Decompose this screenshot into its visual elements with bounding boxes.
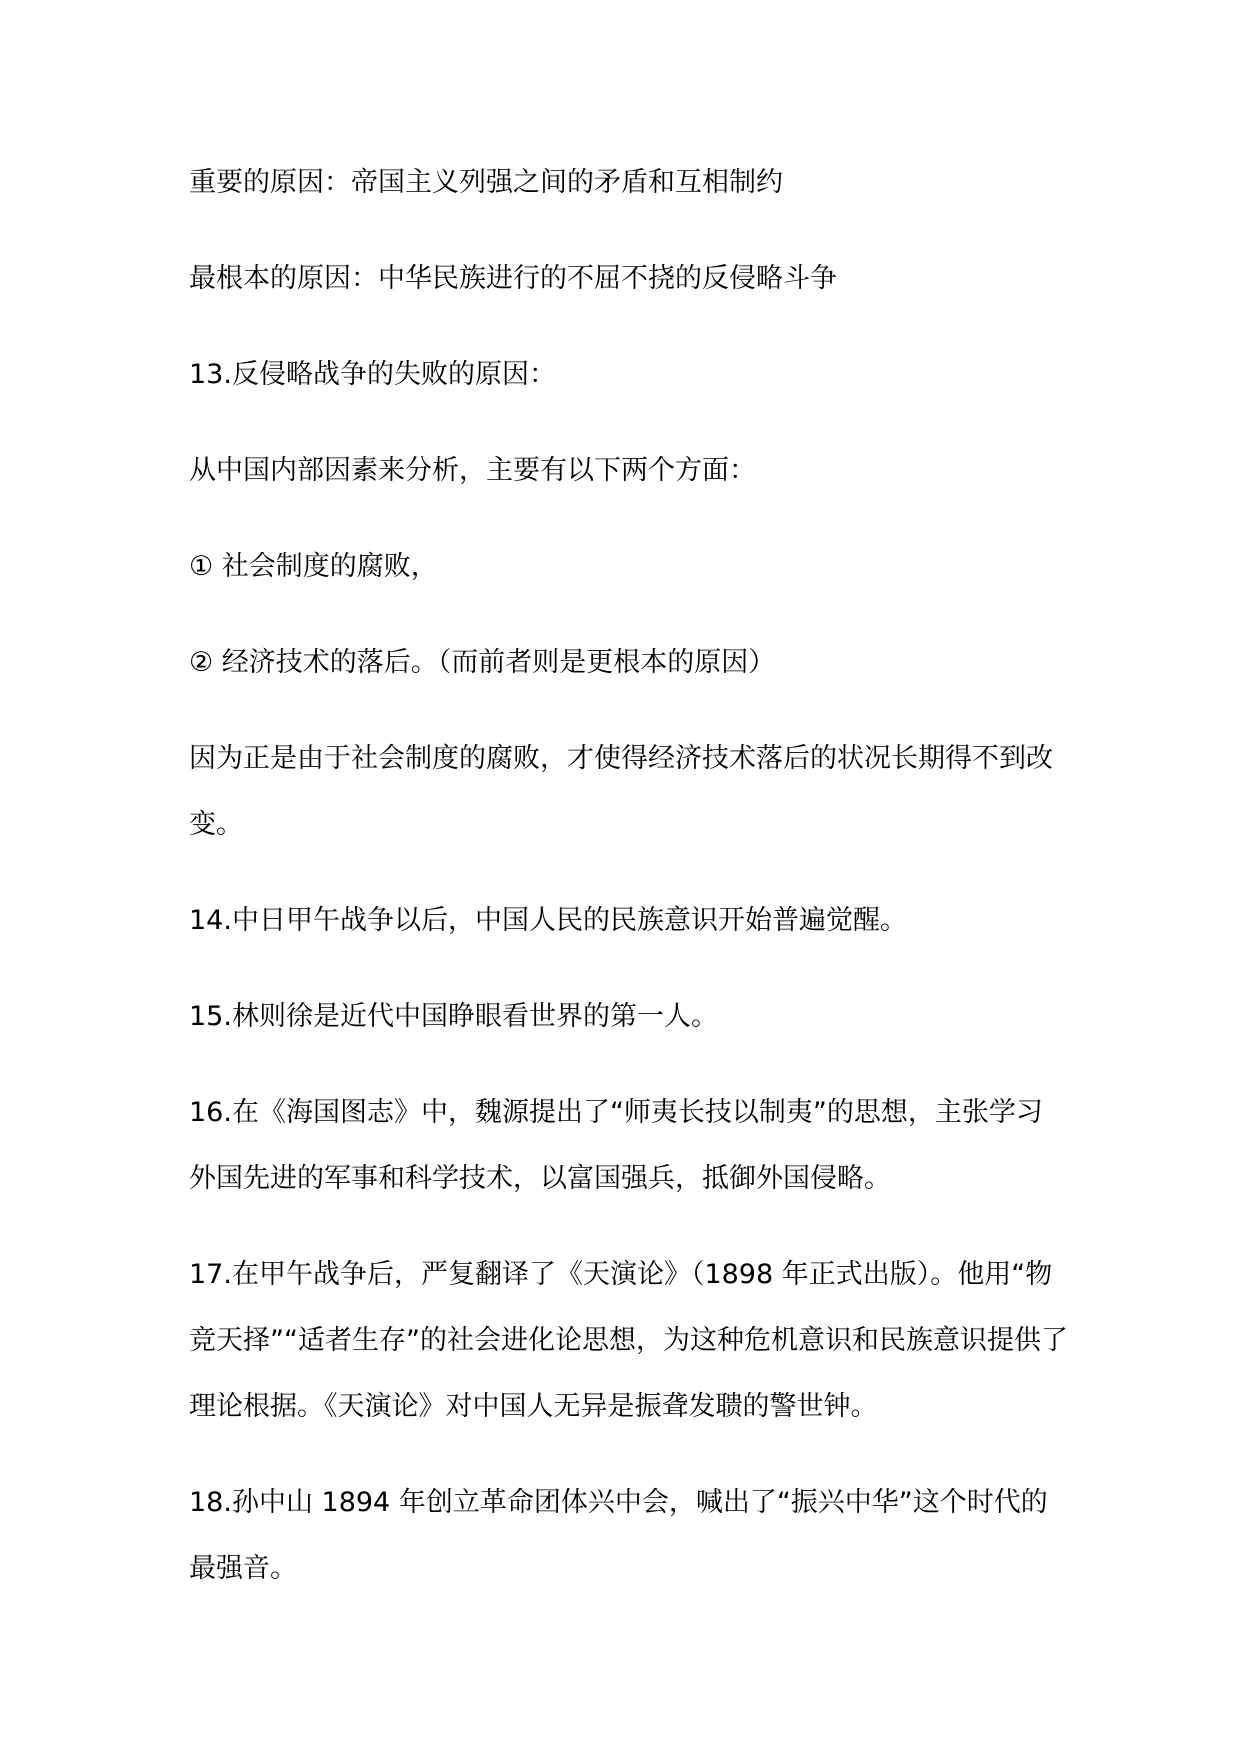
paragraph-item-13: 13.反侵略战争的失败的原因： xyxy=(189,359,556,390)
document-body xyxy=(189,150,1069,1602)
paragraph-important-reason: 重要的原因：帝国主义列强之间的矛盾和互相制约 xyxy=(189,167,783,198)
paragraph-item-18: 18.孙中山 1894 年创立革命团体兴中会，喊出了“振兴中华”这个时代的最强音。 xyxy=(189,1487,1048,1584)
paragraph-item-16: 16.在《海国图志》中，魏源提出了“师夷长技以制夷”的思想，主张学习外国先进的军事和科学技术，以富国强兵，抵御外国侵略。 xyxy=(189,1097,1043,1194)
paragraph-explanation: 因为正是由于社会制度的腐败，才使得经济技术落后的状况长期得不到改变。 xyxy=(189,743,1053,840)
paragraph-fundamental-reason: 最根本的原因：中华民族进行的不屈不挠的反侵略斗争 xyxy=(189,263,837,294)
paragraph-factor-1: ① 社会制度的腐败， xyxy=(189,551,438,582)
paragraph-item-14: 14.中日甲午战争以后，中国人民的民族意识开始普遍觉醒。 xyxy=(189,905,907,936)
paragraph-internal-factors: 从中国内部因素来分析，主要有以下两个方面： xyxy=(189,455,756,486)
paragraph-item-15: 15.林则徐是近代中国睁眼看世界的第一人。 xyxy=(189,1001,718,1032)
paragraph-item-17: 17.在甲午战争后，严复翻译了《天演论》（1898 年正式出版）。他用“物竞天择”“适者生存”的社会进化论思想，为这种危机意识和民族意识提供了理论根据。《天演论》对中国人无异是振聋发聩的警世钟。 xyxy=(189,1259,1068,1422)
paragraph-factor-2: ② 经济技术的落后。（而前者则是更根本的原因） xyxy=(189,647,776,678)
